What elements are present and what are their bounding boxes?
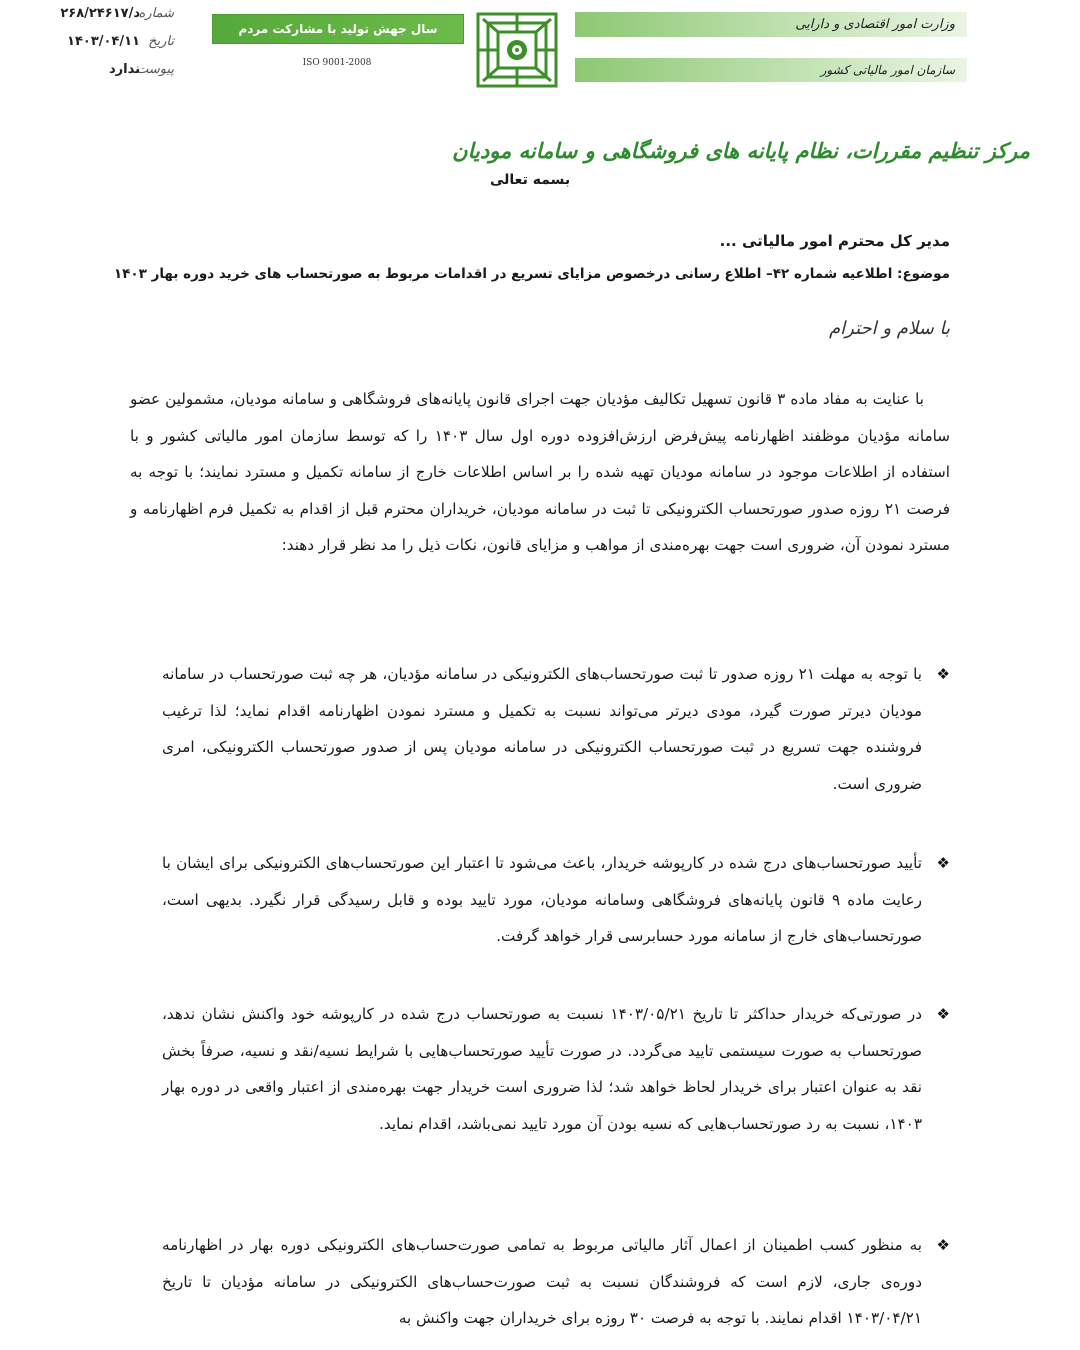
reference-block [34,6,174,90]
number-value: د/۲۶۸/۲۴۶۱۷ [60,6,140,21]
addressee: مدیر کل محترم امور مالیاتی ... [719,232,950,250]
organization-name: سازمان امور مالیاتی کشور [575,58,967,82]
attachment-value: ندارد [108,62,140,77]
bullet-item [130,1227,950,1337]
subject-line: موضوع: اطلاعیه شماره ۴۲– اطلاع رسانی درخصوص مزایای تسریع در اقدامات مربوط به صورتحساب های خرید دوره بهار ۱۴۰۳ [113,266,950,282]
attachment-row [34,62,174,90]
slogan-banner: سال جهش تولید با مشارکت مردم [212,14,464,44]
bullet-item [130,656,950,802]
intro-paragraph: با عنایت به مفاد ماده ۳ قانون تسهیل تکالیف مؤدیان جهت اجرای قانون پایانه‌های فروشگاهی و سامانه مودیان، مشمولین عضو سامانه مؤدیان موظفند اظهارنامه پیش‌فرض ارزش‌افزوده دوره اول سال ۱۴۰۳ را که توسط سازمان امور مالیاتی کشور و با استفاده از اطلاعات موجود در سامانه مودیان تهیه شده را بر اساس اطلاعات خارج از سامانه تکمیل و مسترد نمایند؛ با توجه به فرصت ۲۱ روزه صدور صورتحساب الکترونیکی تا ثبت در سامانه مودیان، خریداران محترم قبل از اقدام به تکمیل فرم اظهارنامه و مسترد نمودن آن، ضروری است جهت بهره‌مندی از مواهب و مزایای قانون، نکات ذیل را مد نظر قرار دهند: [130,390,950,554]
basmala: بسمه تعالی [490,172,571,188]
date-row [34,34,174,62]
center-title: مرکز تنظیم مقررات، نظام پایانه های فروشگاهی و سامانه مودیان [452,138,1030,163]
bullet-item [130,996,950,1142]
tax-organization-emblem [470,8,564,92]
number-row [34,6,174,34]
bullet-text: در صورتی‌که خریدار حداکثر تا تاریخ ۱۴۰۳/۰۵/۲۱ نسبت به صورتحساب درج شده در کارپوشه خود واکنش نشان ندهد، صورتحساب به صورت سیستمی تایید می‌گردد. در صورت تأیید صورتحساب‌هایی با شرایط نسیه/نقد و نسیه، صرفاً بخش نقد به عنوان اعتبار برای خریدار لحاظ خواهد شد؛ لذا ضروری است خریدار جهت بهره‌مندی از اعتبار واقعی در دوره بهار ۱۴۰۳، نسبت به رد صورتحساب‌هایی که نسیه بودن آن مورد تایید نمی‌باشد، اقدام نماید. [162,1005,922,1133]
number-label: شماره [138,6,174,21]
diamond-bullet-icon: ❖ [936,1236,950,1254]
greeting: با سلام و احترام [829,318,950,339]
date-value: ۱۴۰۳/۰۴/۱۱ [67,34,140,49]
iso-label: ISO 9001-2008 [302,58,372,68]
diamond-bullet-icon: ❖ [936,1005,950,1023]
ministry-name: وزارت امور اقتصادی و دارایی [575,12,967,37]
diamond-bullet-icon: ❖ [936,665,950,683]
attachment-label: پیوست [136,62,174,77]
bullet-text: با توجه به مهلت ۲۱ روزه صدور تا ثبت صورتحساب‌های الکترونیکی در سامانه مؤدیان، هر چه ثبت صورتحساب در سامانه مودیان دیرتر صورت گیرد، مودی دیرتر می‌تواند نسبت به تکمیل و مسترد نمودن اظهارنامه اقدام نماید؛ لذا ترغیب فروشنده جهت تسریع در ثبت صورتحساب الکترونیکی در سامانه مودیان پس از صدور صورتحساب الکترونیکی، امری ضروری است. [162,665,922,793]
bullet-text: تأیید صورتحساب‌های درج شده در کارپوشه خریدار، باعث می‌شود تا اعتبار این صورتحساب‌های الکترونیکی برای ایشان با رعایت ماده ۹ قانون پایانه‌های فروشگاهی وسامانه مودیان، مورد تایید بوده و قابل رسیدگی قرار نگیرد. بدیهی است، صورتحساب‌های خارج از سامانه مورد حسابرسی قرار خواهد گرفت. [162,854,923,945]
bullet-item [130,845,950,955]
diamond-bullet-icon: ❖ [936,854,950,872]
date-label: تاریخ [148,34,174,49]
bullet-text: به منظور کسب اطمینان از اعمال آثار مالیاتی مربوط به تمامی صورت‌حساب‌های الکترونیکی دوره بهار در اظهارنامه دوره‌ی جاری، لازم است که فروشندگان نسبت به ثبت صورت‌حساب‌های الکترونیکی در سامانه مؤدیان تا تاریخ ۱۴۰۳/۰۴/۲۱ اقدام نمایند. با توجه به فرصت ۳۰ روزه برای خریداران جهت واکنش به [162,1236,922,1327]
